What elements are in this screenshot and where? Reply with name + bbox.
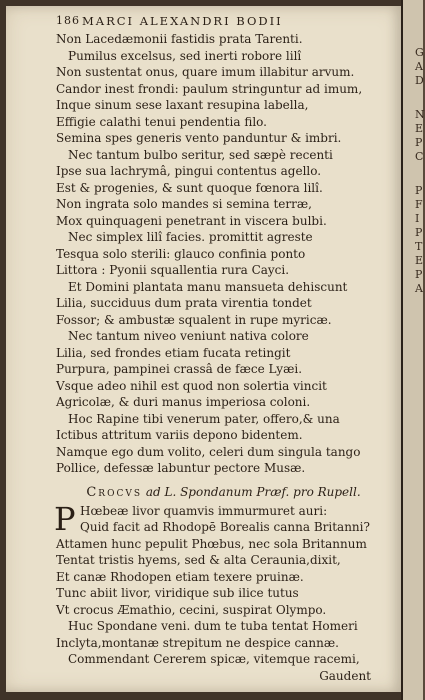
poem-line: Pumilus excelsus, sed inerti robore lilî (68, 48, 302, 63)
facing-letter: C (415, 150, 424, 163)
facing-letter: T (415, 240, 423, 253)
poem-line: Purpura, pampinei crassâ de fæce Lyæi. (56, 362, 303, 376)
dropcap-letter: P (54, 499, 76, 538)
poem-line: Fossor; & ambustæ squalent in rupe myricæ. (56, 312, 332, 327)
poem-line: Nec tantum bulbo seritur, sed sæpè recenti (68, 147, 333, 162)
poem-line: Lilia, succiduus dum prata virentia tondet (56, 296, 312, 310)
poem-line: Inclyta,montanæ strepitum ne despice cannæ. (56, 635, 339, 650)
poem-line: Tesqua solo sterili: glauco confinia ponto (56, 246, 306, 261)
facing-letter: G (415, 46, 424, 59)
facing-letter (415, 164, 425, 184)
poem-line: Et canæ Rhodopen etiam texere pruinæ. (56, 569, 304, 584)
poem-line: Littora : Pyonii squallentia rura Cayci. (56, 263, 290, 277)
poem-lines-bottom (56, 519, 391, 668)
book-page (6, 6, 401, 692)
facing-letter: I (415, 212, 420, 225)
poem-line: Vsque adeo nihil est quod non solertia vincit (56, 378, 327, 393)
facing-letter: A (415, 60, 423, 73)
poem-line: Commendant Cererem spicæ, vitemque racemi, (68, 652, 360, 666)
poem-line: Nec simplex lilî facies. promittit agreste (68, 230, 313, 244)
facing-page-letters (415, 46, 425, 296)
facing-letter: P (415, 136, 423, 149)
poem-line: Namque ego dum volito, celeri dum singula tango (56, 444, 361, 459)
facing-letter: N (415, 108, 425, 121)
catchword: Gaudent (319, 668, 371, 683)
poem-line: Non sustentat onus, quare imum illabitur arvum. (56, 65, 355, 79)
poem-text (56, 31, 391, 684)
poem-line: Vt crocus Æmathio, cecini, suspirat Olympo. (56, 602, 327, 617)
facing-letter: P (415, 268, 423, 281)
poem-line: Quid facit ad Rhodopē Borealis canna Britanni? (80, 520, 370, 534)
facing-letter: E (415, 122, 424, 135)
running-title: MARCI ALEXANDRI BODII (82, 14, 283, 28)
poem-line: Lilia, sed frondes etiam fucata retingit (56, 345, 291, 360)
section-title (56, 477, 391, 503)
facing-letter (415, 88, 425, 108)
poem-line: Mox quinquageni penetrant in viscera bulbi. (56, 213, 327, 228)
facing-letter: P (415, 184, 423, 197)
poem-line: Candor inest frondi: paulum stringuntur ad imum, (56, 81, 363, 96)
poem-line: Nec tantum niveo veniunt nativa colore (68, 329, 309, 343)
poem-line: Tunc abiit livor, viridique sub ilice tutus (56, 586, 299, 600)
facing-letter: F (415, 198, 423, 211)
facing-page-edge (401, 0, 423, 700)
facing-letter: P (415, 226, 423, 239)
running-header (56, 14, 386, 28)
poem-line: Est & progenies, & sunt quoque fœnora lilî. (56, 180, 323, 195)
poem-line: Pollice, defessæ labuntur pectore Musæ. (56, 461, 306, 475)
page-number: 186 (56, 14, 80, 27)
poem-line: Ictibus attritum variis depono bidentem. (56, 428, 303, 442)
poem-line: Agricolæ, & duri manus imperiosa coloni. (56, 395, 311, 409)
facing-letter: A (415, 282, 423, 295)
dropcap-rest: Hœbeæ livor quamvis immurmuret auri: (80, 503, 328, 518)
facing-letter: D (415, 74, 424, 87)
poem-line: Huc Spondane veni. dum te tuba tentat Homeri (68, 619, 358, 633)
section-dedication: ad L. Spondanum Præf. pro Rupell. (145, 484, 361, 499)
poem-line: Effigie calathi tenui pendentia filo. (56, 114, 267, 129)
facing-letter: E (415, 254, 424, 267)
poem-line: Inque sinum sese laxant resupina labella, (56, 98, 309, 112)
poem-line: Tentat tristis hyems, sed & alta Ceraunia,dixit, (56, 553, 341, 567)
poem-line: Non Lacedæmonii fastidis prata Tarenti. (56, 32, 303, 46)
poem-line: Semina spes generis vento panduntur & imbri. (56, 131, 342, 145)
poem-line: Et Domini plantata manu mansueta dehiscunt (68, 279, 348, 294)
section-name: Crocvs (86, 484, 142, 500)
poem-line: Attamen hunc pepulit Phœbus, nec sola Britannum (56, 536, 367, 551)
poem-line: Non ingrata solo mandes si semina terræ, (56, 197, 312, 211)
poem-line: Ipse sua lachrymâ, pingui contentus agello. (56, 164, 322, 178)
poem-lines-top (56, 31, 391, 477)
poem-line: Hoc Rapine tibi venerum pater, offero,& una (68, 411, 340, 426)
